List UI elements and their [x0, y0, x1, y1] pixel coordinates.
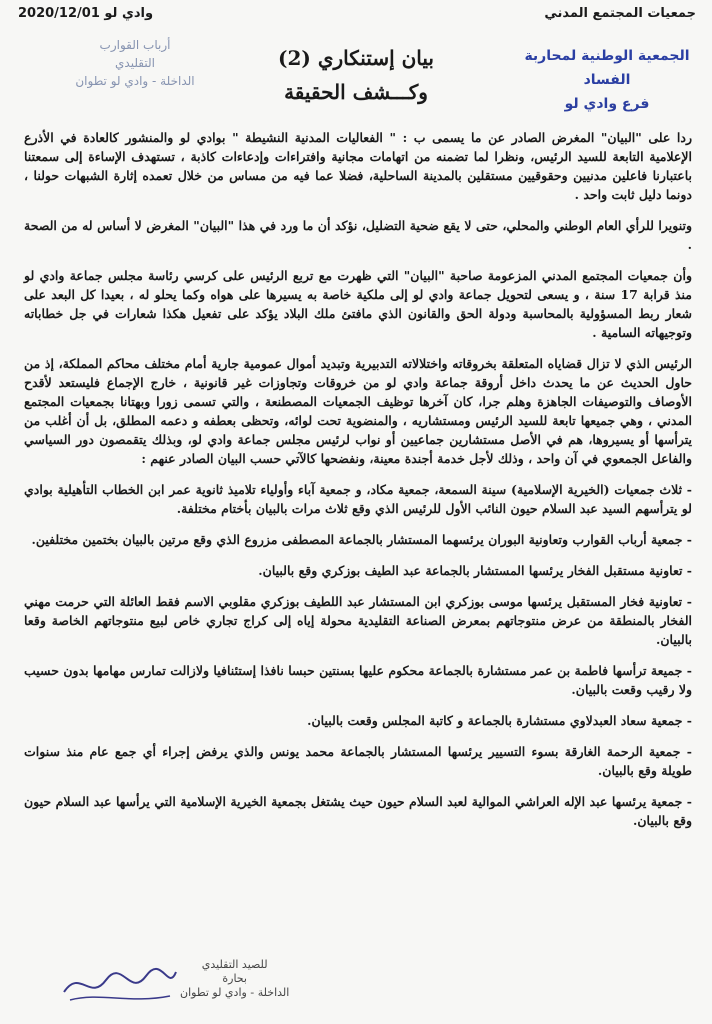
bottom-stamp-line2: بحارة	[222, 972, 247, 985]
header-place: وادي لو	[104, 6, 154, 21]
bottom-stamp	[180, 958, 289, 1000]
document-title: بيان إستنكاري (2)	[278, 46, 434, 70]
signature-scribble	[60, 962, 180, 1008]
document-subtitle: وكـــشف الحقيقة	[284, 80, 428, 104]
paragraph-3: وأن جمعيات المجتمع المدني المزعومة صاحبة "البيان" التي ظهرت مع تربع الرئيس على كرسي رئاسة مجلس جماعة وادي لو منذ قرابة 17 سنة ، و يسعى لتحويل جماعة وادي لو إلى ملكية خاصة به يسيرها على هواه وكما يحلو له ، بعيدا كل البعد على شعار ربط المسؤولية بالمحاسبة ودولة الحق والقانون الذي مافتئ ملك البلاد يؤكد على تفعيل هكذا شعارات في جل خطاباته وتوجيهاته السامية .	[24, 268, 693, 340]
org-branch: فرع وادي لو	[564, 96, 650, 112]
header-date: 2020/12/01	[18, 6, 100, 21]
title-block	[240, 40, 472, 104]
document-body	[24, 128, 692, 842]
association-stamp-line2: التقليدي	[115, 56, 155, 70]
association-stamp-line3: الداخلة - وادي لو تطوان	[75, 74, 195, 88]
header-place-date	[18, 6, 153, 21]
bottom-stamp-line3: الداخلة - وادي لو تطوان	[180, 986, 290, 999]
list-item: - جميعة ترأسها فاطمة بن عمر مستشارة بالجماعة محكوم عليها بسنتين حبسا نافذا إستئنافيا ولازالت تمارس مهامها بدون حسيب ولا رقيب وقعت بالبيان.	[24, 663, 692, 697]
paragraph-2: وتنويرا للرأي العام الوطني والمحلي، حتى لا يقع ضحية التضليل، نؤكد أن ما ورد في هذا "البيان" المغرض لا أساس له من الصحة .	[24, 218, 692, 252]
list-item: - جمعية أرباب القوارب وتعاونية البوران يرئسهما المستشار بالجماعة المصطفى مزروع الذي وقع مرتين بالبيان بختمين مختلفين.	[31, 532, 692, 547]
paragraph-1: ردا على "البيان" المغرض الصادر عن ما يسمى ب : " الفعاليات المدنية النشيطة " بوادي لو والمنشور كالعادة في الأذرع الإعلامية التابعة للسيد الرئيس، ونظرا لما تضمنه من اتهامات مجانية وافتراءات وإدعاءات كاذبة ، تستهدف الإساءة إلى سمعتنا باعتبارنا فاعلين مدنيين وحقوقيين مستقلين بالمدينة الساحلية، فضلا عما فيه من مساس من خلال تعمده إثارة الشبهات حولنا ، دونما دليل ثابت واحد .	[24, 130, 692, 202]
header-organization: جمعيات المجتمع المدني	[544, 6, 696, 21]
paragraph-4: الرئيس الذي لا تزال قضاياه المتعلقة بخروقاته واختلالاته التدبيرية وتبديد أموال عمومية جارية أمام مختلف محاكم المملكة، إذ من حاول الحديث عن ما يحدث داخل أروقة جماعة وادي لو من خروقات وتجاوزات غير قانونية ، خارج الإجماع فليستعد لأقدح الأوصاف والتوصيفات الجاهزة وهلم جرا، كان آخرها توظيف الجمعيات المصطنعة ، والتي تسمى زورا وبهتانا بجمعيات المجتمع المدني ، وهي جميعها تابعة للسيد الرئيس ومستشاريه ، والمنضوية تحت لوائه، وتحظى بعطفه و دعمه المطلق، بل أن أغلب من يترأسها أو يسيروها، هم في الأصل مستشارين جماعيين أو نواب لرئيس مجلس جماعة وادي لو، وبذلك يتقمصون دور السياسي والفاعل الجمعوي في آن واحد ، وذلك لأجل خدمة أجندة معينة، ونفضحها كالآتي حسب البيان الصادر عنهم :	[24, 356, 692, 466]
anti-corruption-stamp	[522, 44, 692, 116]
association-stamp-line1: أرباب القوارب	[99, 38, 171, 52]
list-item: - تعاونية فخار المستقبل يرئسها موسى بوزكري ابن المستشار عبد اللطيف بوزكري مقلوبي الاسم فقط العائلة التي حرمت مهني الفخار بالمنطقة من عرض منتوجاتهم بمعرض الصناعة التقليدية محولة إياه إلى كراج تجاري خاص لبيع منتوجاتهم الخاصة وقعا بالبيان.	[24, 594, 692, 647]
list-item: - ثلاث جمعيات (الخيرية الإسلامية) سينة السمعة، جمعية مكاد، و جمعية آباء وأولياء تلاميذ ثانوية عمر ابن الخطاب التأهيلية بوادي لو يترأسهم السيد عبد السلام حيون النائب الأول للرئيس الذي وقع ثلاث مرات بالبيان بأختام مختلفة.	[24, 482, 692, 516]
org-name: الجمعية الوطنية لمحاربة الفساد	[524, 48, 690, 88]
bottom-stamp-line1: للصيد التقليدي	[201, 958, 268, 971]
association-stamp	[40, 36, 230, 116]
list-item: - جمعية سعاد العبدلاوي مستشارة بالجماعة و كاتبة المجلس وقعت بالبيان.	[307, 713, 692, 728]
list-item: - جمعية يرئسها عبد الإله العراشي الموالية لعبد السلام حيون حيث يشتغل بجمعية الخيرية الإسلامية التي يرأسها عبد السلام حيون وقع بالبيان.	[24, 794, 692, 828]
list-item: - تعاونية مستقبل الفخار يرئسها المستشار بالجماعة عبد الطيف بوزكري وقع بالبيان.	[258, 563, 692, 578]
list-item: - جمعية الرحمة الغارقة بسوء التسيير يرئسها المستشار بالجماعة محمد يونس والذي يرفض إجراء أي جمع عام منذ سنوات طويلة وقع بالبيان.	[24, 744, 692, 778]
